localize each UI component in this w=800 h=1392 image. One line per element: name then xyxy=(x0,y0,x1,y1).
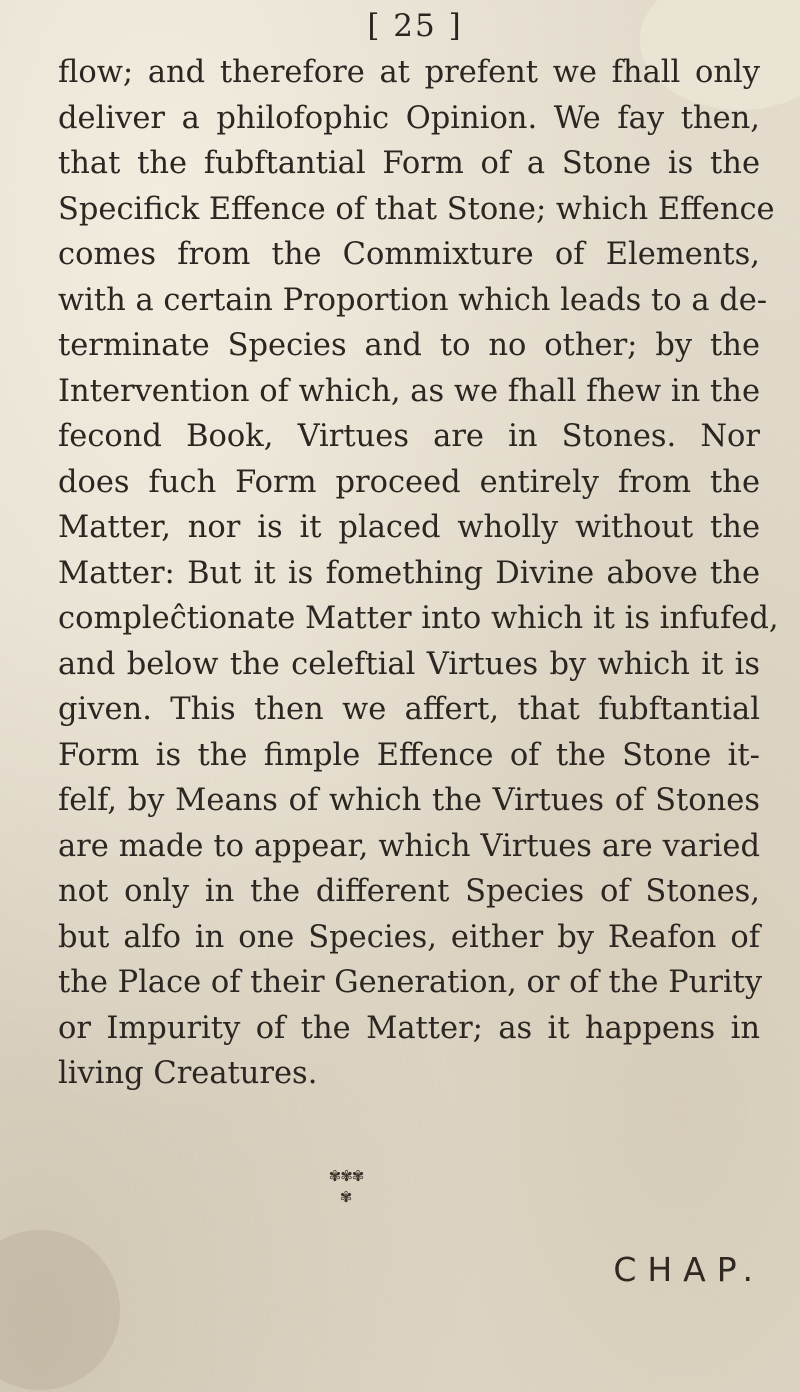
ornament-row: ✾ xyxy=(339,1188,353,1206)
text-line: with a certain Proportion which leads to a de- xyxy=(58,282,768,318)
text-line: that the fubftantial Form of a Stone is the xyxy=(58,146,760,181)
text-line: Intervention of which, as we fhall fhew in the xyxy=(58,373,760,409)
text-line: comes from the Commixture of Elements, xyxy=(58,237,760,272)
text-line: and below the celeftial Virtues by which it is xyxy=(58,646,760,682)
ornament-row: ✾✾✾ xyxy=(328,1167,364,1185)
text-line: not only in the different Species of Stones, xyxy=(58,874,760,909)
text-line: but alfo in one Species, either by Reafon of xyxy=(58,919,760,955)
text-line: felf, by Means of which the Virtues of Stones xyxy=(58,783,760,818)
text-line: Form is the fimple Effence of the Stone it- xyxy=(58,737,760,773)
text-line: terminate Species and to no other; by the xyxy=(58,328,760,363)
catchword: CHAP. xyxy=(613,1250,764,1289)
text-line: compleĉtionate Matter into which it is infufed, xyxy=(58,601,779,636)
text-line: Matter, nor is it placed wholly without the xyxy=(58,510,760,545)
text-line: living Creatures. xyxy=(58,1056,318,1091)
text-line: are made to appear, which Virtues are varied xyxy=(58,828,760,864)
page-number: [ 25 ] xyxy=(367,8,463,44)
text-line: does fuch Form proceed entirely from the xyxy=(58,464,760,500)
text-line: Matter: But it is fomething Divine above the xyxy=(58,555,760,591)
text-line: deliver a philofophic Opinion. We fay then, xyxy=(58,100,760,136)
body-text xyxy=(58,50,779,1097)
fleuron-ornament-icon xyxy=(322,1165,370,1223)
text-line: fecond Book, Virtues are in Stones. Nor xyxy=(58,419,760,454)
text-line: or Impurity of the Matter; as it happens in xyxy=(58,1010,760,1046)
text-line: Specifick Effence of that Stone; which Effence xyxy=(58,191,775,227)
text-line: flow; and therefore at prefent we fhall only xyxy=(58,55,760,90)
text-line: given. This then we affert, that fubftantial xyxy=(58,692,760,727)
text-line: the Place of their Generation, or of the Purity xyxy=(58,965,763,1000)
